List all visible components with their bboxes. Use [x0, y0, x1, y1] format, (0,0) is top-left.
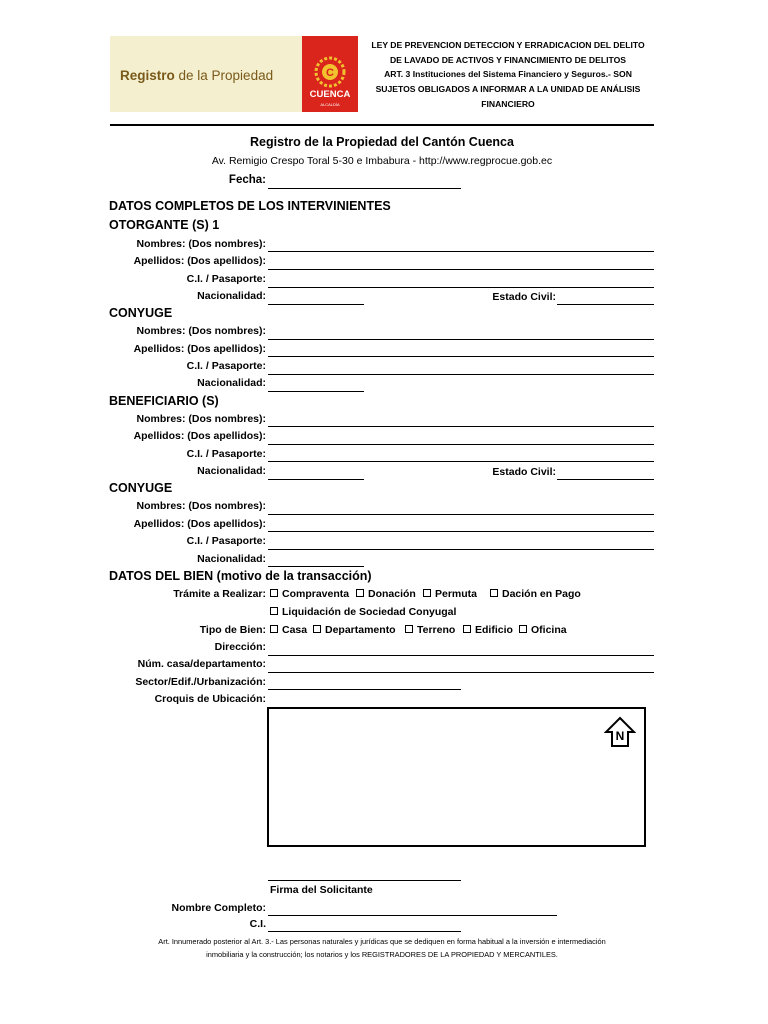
otorgante-ci-field[interactable] — [268, 287, 654, 288]
option-liquidacion[interactable] — [270, 606, 456, 618]
checkbox-icon — [270, 589, 278, 597]
otorgante-estado-civil-field[interactable] — [557, 304, 654, 305]
fecha-label: Fecha: — [228, 174, 266, 186]
nombres-label: Nombres: (Dos nombres): — [136, 238, 266, 250]
option-label: Casa — [282, 624, 308, 636]
nombres-label: Nombres: (Dos nombres): — [136, 325, 266, 337]
direccion-label: Dirección: — [214, 641, 266, 653]
checkbox-icon — [270, 625, 278, 633]
conyuge2-nombres-field[interactable] — [268, 514, 654, 515]
nombre-completo-field[interactable] — [268, 915, 557, 916]
nombre-completo-label: Nombre Completo: — [171, 902, 266, 914]
conyuge1-nombres-field[interactable] — [268, 339, 654, 340]
option-casa[interactable] — [270, 624, 307, 636]
ci-label: C.I. / Pasaporte: — [186, 535, 266, 547]
section-beneficiario: BENEFICIARIO (S) — [109, 394, 219, 408]
checkbox-icon — [313, 625, 321, 633]
cuenca-emblem-icon — [314, 56, 346, 88]
law-header-line: SUJETOS OBLIGADOS A INFORMAR A LA UNIDAD DE ANÁLISIS — [375, 84, 641, 95]
ci-label: C.I. / Pasaporte: — [186, 448, 266, 460]
option-donacion[interactable] — [356, 588, 416, 600]
estado-civil-label: Estado Civil: — [492, 291, 556, 303]
option-label: Departamento — [325, 624, 396, 636]
registry-logo — [110, 36, 302, 112]
apellidos-label: Apellidos: (Dos apellidos): — [133, 430, 266, 442]
option-label: Liquidación de Sociedad Conyugal — [282, 606, 457, 618]
option-terreno[interactable] — [405, 624, 455, 636]
nacionalidad-label: Nacionalidad: — [197, 290, 266, 302]
apellidos-label: Apellidos: (Dos apellidos): — [133, 518, 266, 530]
option-departamento[interactable] — [313, 624, 396, 636]
num-casa-field[interactable] — [268, 672, 654, 673]
otorgante-nombres-field[interactable] — [268, 251, 654, 252]
logo-brand-bold: Registro — [120, 68, 175, 83]
option-label: Dación en Pago — [502, 588, 581, 600]
checkbox-icon — [463, 625, 471, 633]
tramite-label: Trámite a Realizar: — [173, 588, 266, 600]
option-label: Permuta — [435, 588, 478, 600]
nacionalidad-label: Nacionalidad: — [197, 377, 266, 389]
tipo-bien-label: Tipo de Bien: — [199, 624, 266, 636]
law-header-line: FINANCIERO — [481, 98, 535, 109]
page-title: Registro de la Propiedad del Cantón Cuenca — [250, 135, 514, 149]
otorgante-apellidos-field[interactable] — [268, 269, 654, 270]
footer-note — [110, 935, 654, 961]
header-divider — [110, 124, 654, 126]
beneficiario-ci-field[interactable] — [268, 461, 654, 462]
footer-line: inmobiliaria y la construcción; los notarios y los REGISTRADORES DE LA PROPIEDAD Y MERCANTILES. — [206, 950, 558, 959]
section-otorgante: OTORGANTE (S) 1 — [109, 218, 220, 232]
firma-ci-label: C.I. — [249, 918, 266, 930]
option-label: Compraventa — [282, 588, 350, 600]
sector-field[interactable] — [268, 689, 461, 690]
estado-civil-label: Estado Civil: — [492, 466, 556, 478]
otorgante-nacionalidad-field[interactable] — [268, 304, 364, 305]
firma-ci-field[interactable] — [268, 931, 461, 932]
nombres-label: Nombres: (Dos nombres): — [136, 413, 266, 425]
section-conyuge: CONYUGE — [109, 481, 173, 495]
ci-label: C.I. / Pasaporte: — [186, 273, 266, 285]
firma-line[interactable] — [268, 880, 461, 881]
beneficiario-estado-civil-field[interactable] — [557, 479, 654, 480]
beneficiario-apellidos-field[interactable] — [268, 444, 654, 445]
checkbox-icon — [490, 589, 498, 597]
checkbox-icon — [519, 625, 527, 633]
option-edificio[interactable] — [463, 624, 513, 636]
svg-text:C: C — [326, 67, 334, 79]
law-header-line: LEY DE PREVENCION DETECCION Y ERRADICACION DEL DELITO — [371, 40, 645, 50]
footer-line: Art. Innumerado posterior al Art. 3.- Las personas naturales y jurídicas que se dediquen en forma habitual a la inversión e intermediación — [158, 937, 606, 946]
cuenca-logo — [302, 36, 358, 112]
option-label: Edificio — [475, 624, 513, 636]
checkbox-icon — [405, 625, 413, 633]
num-casa-label: Núm. casa/departamento: — [137, 658, 266, 670]
logo-city-sub: ALCALDÍA — [320, 102, 340, 107]
sector-label: Sector/Edif./Urbanización: — [135, 676, 266, 688]
croquis-box[interactable] — [267, 707, 646, 847]
section-intervinientes: DATOS COMPLETOS DE LOS INTERVINIENTES — [109, 199, 391, 213]
apellidos-label: Apellidos: (Dos apellidos): — [133, 343, 266, 355]
logo-city: CUENCA — [309, 89, 351, 100]
firma-label: Firma del Solicitante — [270, 884, 373, 896]
conyuge2-apellidos-field[interactable] — [268, 531, 654, 532]
checkbox-icon — [270, 607, 278, 615]
option-label: Donación — [368, 588, 416, 600]
conyuge2-nacionalidad-field[interactable] — [268, 566, 364, 567]
option-permuta[interactable] — [423, 588, 477, 600]
conyuge2-ci-field[interactable] — [268, 549, 654, 550]
nacionalidad-label: Nacionalidad: — [197, 553, 266, 565]
section-conyuge: CONYUGE — [109, 306, 173, 320]
law-header-line: ART. 3 Instituciones del Sistema Financiero y Seguros.- SON — [384, 69, 632, 80]
nombres-label: Nombres: (Dos nombres): — [136, 500, 266, 512]
fecha-field[interactable] — [268, 188, 461, 189]
option-label: Terreno — [417, 624, 456, 636]
checkbox-icon — [423, 589, 431, 597]
conyuge1-nacionalidad-field[interactable] — [268, 391, 364, 392]
law-header — [362, 38, 654, 112]
checkbox-icon — [356, 589, 364, 597]
logo-brand-rest: de la Propiedad — [174, 68, 274, 83]
law-header-line: DE LAVADO DE ACTIVOS Y FINANCIMIENTO DE DELITOS — [389, 54, 627, 65]
option-oficina[interactable] — [519, 624, 567, 636]
apellidos-label: Apellidos: (Dos apellidos): — [133, 255, 266, 267]
option-compraventa[interactable] — [270, 588, 349, 600]
conyuge1-ci-field[interactable] — [268, 374, 654, 375]
nacionalidad-label: Nacionalidad: — [197, 465, 266, 477]
option-label: Oficina — [531, 624, 567, 636]
option-dacion-en-pago[interactable] — [490, 588, 581, 600]
address: Av. Remigio Crespo Toral 5-30 e Imbabura - http://www.regprocue.gob.ec — [211, 155, 553, 167]
direccion-field[interactable] — [268, 655, 654, 656]
beneficiario-nombres-field[interactable] — [268, 426, 654, 427]
section-bien: DATOS DEL BIEN (motivo de la transacción) — [109, 569, 372, 583]
conyuge1-apellidos-field[interactable] — [268, 356, 654, 357]
ci-label: C.I. / Pasaporte: — [186, 360, 266, 372]
croquis-label: Croquis de Ubicación: — [154, 693, 266, 705]
beneficiario-nacionalidad-field[interactable] — [268, 479, 364, 480]
north-label: N — [615, 729, 625, 743]
